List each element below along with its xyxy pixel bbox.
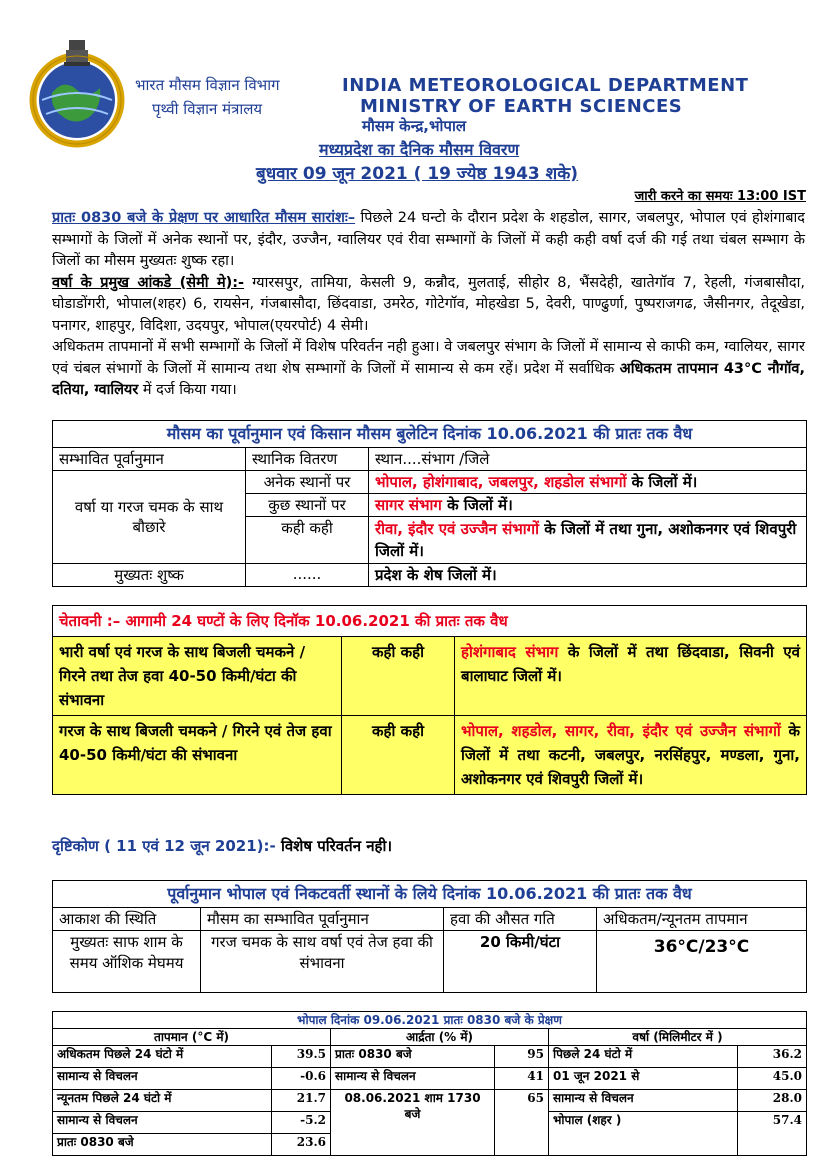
warning-2-places: भोपाल, शहडोल, सागर, रीवा, इंदौर एवं उज्जैन संभागों	[461, 722, 781, 740]
observation-rain-header: वर्षा (मिलिमीटर में )	[549, 1029, 807, 1046]
warning-table	[52, 605, 807, 795]
local-weather: गरज चमक के साथ वर्षा एवं तेज हवा की संभावना	[201, 931, 444, 993]
max-temp-text: अधिकतम तापमान 43°C नौगॉव, दतिया, ग्वालियर	[52, 360, 805, 398]
obs-t-value: 39.5	[272, 1046, 331, 1068]
warning-1-tail: के जिलों में तथा छिंदवाडा, सिवनी एवं बालाघाट जिलों में।	[461, 643, 800, 685]
forecast-r2-dist: कुछ स्थानों पर	[246, 494, 369, 517]
obs-r-value: 28.0	[738, 1090, 807, 1112]
obs-t-label: अधिकतम पिछले 24 घंटो में	[53, 1046, 272, 1068]
imd-logo	[22, 38, 132, 148]
forecast-r1-tail: के जिलों में।	[626, 473, 698, 491]
obs-h-value: 41	[495, 1068, 549, 1090]
org-english-2: MINISTRY OF EARTH SCIENCES	[360, 96, 683, 117]
observation-humidity-header: आर्द्रता (% में)	[331, 1029, 549, 1046]
org-english-1: INDIA METEOROLOGICAL DEPARTMENT	[342, 75, 749, 96]
warning-2-dist: कही कही	[342, 716, 455, 795]
rain-text: ग्यारसपुर, तामिया, केसली 9, कन्नौद, मुलताई, सीहोर 8, भैंसदेही, खातेगॉव 7, रेहली, गंजबासौदा, घोडाडोंगरी, भोपाल(शहर) 6, रायसेन, गंजबासौदा, छिंदवाडा, उमरेठ, गोटेगॉव, मोहखेडा 5, देवरी, पाण्ढुर्णा, पुष्पराजगढ, जैसीनगर, तेदूखेडा, पनागर, शाहपुर, विदिशा, उदयपुर, भोपाल(एयरपोर्ट) 4 सेमी।	[52, 274, 805, 334]
temp-text: अधिकतम तापमानों में सभी सम्भागों के जिलों में विशेष परिवर्तन नही हुआ। वे जबलपुर संभाग के जिलों में सामान्य से काफी कम, ग्वालियर, सागर एवं चंबल संभागों के जिलों में सामान्य तथा शेष सम्भागों के जिलों में सामान्य से कम रहें। प्रदेश में सर्वाधिक	[52, 339, 805, 377]
obs-r-value: 57.4	[738, 1112, 807, 1156]
outlook-text: विशेष परिवर्तन नही।	[275, 837, 393, 855]
forecast-r3-places: रीवा, इंदौर एवं उज्जैन संभागों	[375, 520, 539, 538]
local-h4: अधिकतम/न्यूनतम तापमान	[597, 908, 807, 931]
forecast-r1-dist: अनेक स्थानों पर	[246, 471, 369, 494]
forecast-col-3: स्थान....संभाग /जिले	[369, 448, 807, 471]
obs-h-value: 65	[495, 1090, 549, 1156]
centre-name: मौसम केन्द्र,भोपाल	[362, 117, 467, 135]
obs-h-label: 08.06.2021 शाम 1730 बजे	[331, 1090, 495, 1156]
obs-t-label: सामान्य से विचलन	[53, 1068, 272, 1090]
obs-t-label: प्रातः 0830 बजे	[53, 1134, 272, 1156]
obs-r-label: भोपाल (शहर )	[549, 1112, 738, 1156]
org-hindi-2: पृथ्वी विज्ञान मंत्रालय	[152, 100, 263, 118]
obs-h-label: सामान्य से विचलन	[331, 1068, 495, 1090]
obs-r-label: 01 जून 2021 से	[549, 1068, 738, 1090]
forecast-r2-places: सागर संभाग	[375, 496, 442, 514]
warning-1-places: होशंगाबाद संभाग	[461, 643, 559, 661]
local-wind: 20 किमी/घंटा	[444, 931, 597, 993]
warning-title: चेतावनी :– आगामी 24 घण्टों के लिए दिनॉक 10.06.2021 की प्रातः तक वैध	[53, 606, 807, 637]
warning-2-tail: के जिलों में तथा कटनी, जबलपुर, नरसिंहपुर, मण्डला, गुना, अशोकनगर एवं शिवपुरी जिलों में।	[461, 722, 800, 788]
forecast-r2-tail: के जिलों में।	[441, 496, 513, 514]
summary-text: पिछले 24 घन्टो के दौरान प्रदेश के शहडोल, सागर, जबलपुर, भोपाल एवं होशंगाबाद सम्भागों के जिलों में अनेक स्थानों पर, इंदौर, उज्जैन, ग्वालियर एवं रीवा सम्भागों के जिलों में कही कही वर्षा दर्ज की गई तथा चंबल सम्भाग के जिलों का मौसम मुख्यतः शुष्क रहा।	[52, 210, 805, 269]
obs-t-label: सामान्य से विचलन	[53, 1112, 272, 1134]
forecast-dry-places: प्रदेश के शेष जिलों में।	[369, 564, 807, 587]
forecast-r3-tail: के जिलों में तथा गुना, अशोकनगर एवं शिवपुरी जिलों में।	[375, 520, 797, 560]
org-hindi-1: भारत मौसम विज्ञान विभाग	[135, 76, 280, 94]
obs-t-value: -0.6	[272, 1068, 331, 1090]
warning-1-label: भारी वर्षा एवं गरज के साथ बिजली चमकने / गिरने तथा तेज हवा 40-50 किमी/घंटा की संभावना	[53, 637, 342, 716]
outlook	[52, 836, 392, 856]
obs-h-value: 95	[495, 1046, 549, 1068]
emblem-globe-icon	[22, 38, 132, 148]
forecast-r1-places: भोपाल, होशंगाबाद, जबलपुर, शहडोल संभागों	[375, 473, 627, 491]
observation-table	[52, 1011, 807, 1156]
forecast-table	[52, 420, 807, 587]
local-temp: 36°C/23°C	[597, 931, 807, 993]
obs-t-value: 23.6	[272, 1134, 331, 1156]
local-forecast-table	[52, 880, 807, 993]
local-h1: आकाश की स्थिति	[53, 908, 201, 931]
obs-r-label: सामान्य से विचलन	[549, 1090, 738, 1112]
report-date: बुधवार 09 जून 2021 ( 19 ज्येष्ठ 1943 शके)	[256, 164, 579, 184]
local-forecast-title: पूर्वानुमान भोपाल एवं निकटवर्ती स्थानों के लिये दिनांक 10.06.2021 की प्रातः तक वैध	[53, 881, 807, 908]
rain-heading: वर्षा के प्रमुख आंकडे (सेमी मे):-	[52, 274, 245, 291]
local-h2: मौसम का सम्भावित पूर्वानुमान	[201, 908, 444, 931]
outlook-label: दृष्टिकोण ( 11 एवं 12 जून 2021):-	[52, 837, 276, 855]
observation-temp-header: तापमान (°C में)	[53, 1029, 331, 1046]
obs-r-value: 45.0	[738, 1068, 807, 1090]
forecast-dry-dist: ......	[246, 564, 369, 587]
obs-h-label: प्रातः 0830 बजे	[331, 1046, 495, 1068]
summary-heading: प्रातः 0830 बजे के प्रेक्षण पर आधारित मौसम सारांशः–	[52, 210, 356, 226]
temp-tail: में दर्ज किया गया।	[138, 382, 237, 398]
obs-t-value: -5.2	[272, 1112, 331, 1134]
forecast-dry-label: मुख्यतः शुष्क	[53, 564, 246, 587]
observation-title: भोपाल दिनांक 09.06.2021 प्रातः 0830 बजे के प्रेक्षण	[53, 1012, 807, 1029]
warning-2-label: गरज के साथ बिजली चमकने / गिरने एवं तेज हवा 40-50 किमी/घंटा की संभावना	[53, 716, 342, 795]
report-title: मध्यप्रदेश का दैनिक मौसम विवरण	[319, 140, 520, 159]
local-h3: हवा की औसत गति	[444, 908, 597, 931]
obs-t-label: न्यूनतम पिछले 24 घंटो में	[53, 1090, 272, 1112]
forecast-col-1: सम्भावित पूर्वानुमान	[53, 448, 246, 471]
obs-r-value: 36.2	[738, 1046, 807, 1068]
forecast-title: मौसम का पूर्वानुमान एवं किसान मौसम बुलेटिन दिनांक 10.06.2021 की प्रातः तक वैध	[53, 421, 807, 448]
obs-r-label: पिछले 24 घंटो में	[549, 1046, 738, 1068]
forecast-row-label: वर्षा या गरज चमक के साथ बौछारे	[53, 471, 246, 564]
forecast-col-2: स्थानिक वितरण	[246, 448, 369, 471]
weather-summary	[52, 208, 805, 402]
warning-1-dist: कही कही	[342, 637, 455, 716]
forecast-r3-dist: कही कही	[246, 517, 369, 564]
obs-t-value: 21.7	[272, 1090, 331, 1112]
local-sky: मुख्यतः साफ शाम के समय ऑशिक मेघमय	[53, 931, 201, 993]
issue-time: जारी करने का समयः 13:00 IST	[634, 189, 806, 204]
